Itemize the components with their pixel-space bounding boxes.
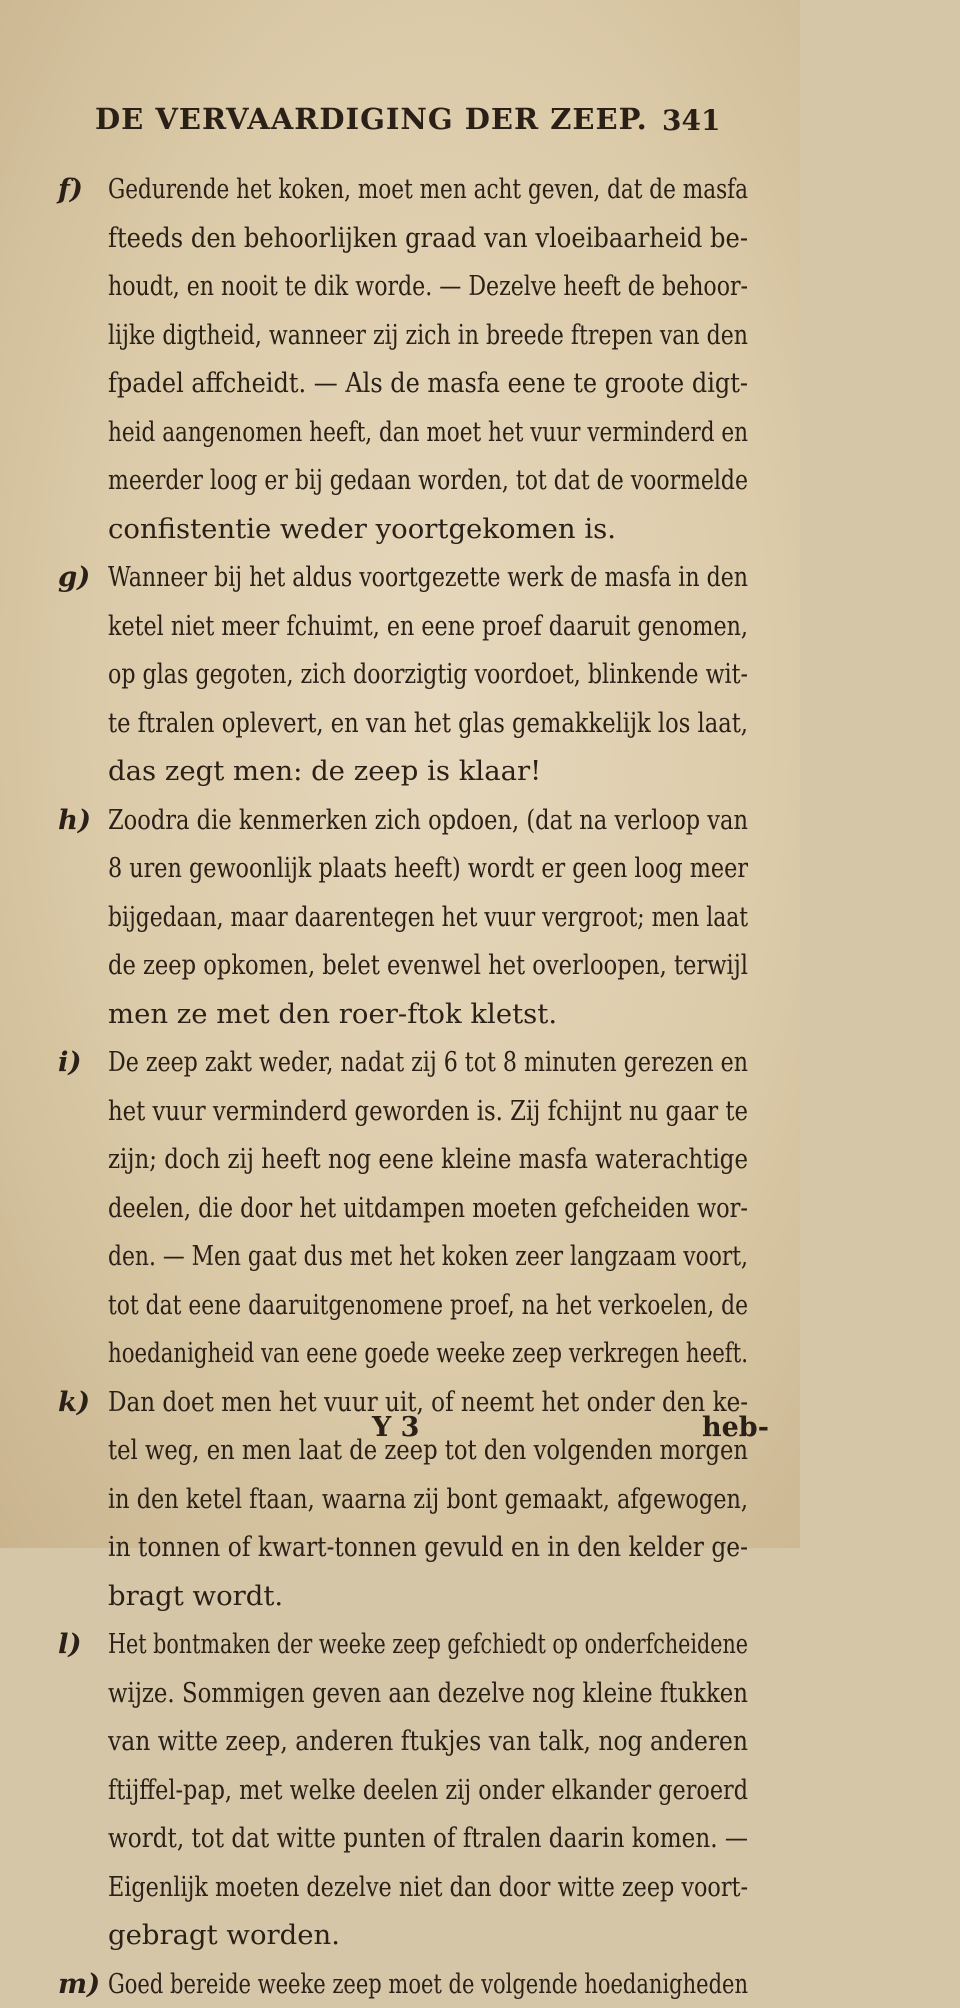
text-line: ketel niet meer fchuimt, en eene proef daaruit genomen, — [58, 602, 758, 651]
text-line: confistentie weder yoortgekomen is. — [58, 505, 758, 554]
paragraph-label: f) — [58, 165, 83, 214]
paragraph-i — [58, 1038, 758, 1378]
text-line: tel weg, en men laat de zeep tot den volgenden morgen — [58, 1426, 758, 1475]
running-title: DE VERVAARDIGING DER ZEEP. — [95, 102, 648, 136]
text-line: Eigenlijk moeten dezelve niet dan door witte zeep voort- — [58, 1863, 758, 1912]
text-line: Het bontmaken der weeke zeep gefchiedt op onderfcheidene — [58, 1620, 758, 1669]
paragraph-label: l) — [58, 1620, 81, 1669]
paragraph-h — [58, 796, 758, 1039]
text-line: wijze. Sommigen geven aan dezelve nog kleine ftukken — [58, 1669, 758, 1718]
text-line: fpadel affcheidt. — Als de masfa eene te groote digt- — [58, 359, 758, 408]
text-line: 8 uren gewoonlijk plaats heeft) wordt er geen loog meer — [58, 844, 758, 893]
text-line: op glas gegoten, zich doorzigtig voordoet, blinkende wit- — [58, 650, 758, 699]
text-line: bijgedaan, maar daarentegen het vuur vergroot; men laat — [58, 893, 758, 942]
text-line: bragt wordt. — [58, 1572, 758, 1621]
text-line: tot dat eene daaruitgenomene proef, na het verkoelen, de — [58, 1281, 758, 1330]
text-line: Zoodra die kenmerken zich opdoen, (dat na verloop van — [58, 796, 758, 845]
paragraph-label: i) — [58, 1038, 81, 1087]
text-line: de zeep opkomen, belet evenwel het overloopen, terwijl — [58, 941, 758, 990]
page-header — [0, 100, 800, 150]
text-line: ftijffel-pap, met welke deelen zij onder elkander geroerd — [58, 1766, 758, 1815]
text-line: De zeep zakt weder, nadat zij 6 tot 8 minuten gerezen en — [58, 1038, 758, 1087]
paragraph-g — [58, 553, 758, 796]
text-line: hoedanigheid van eene goede weeke zeep verkregen heeft. — [58, 1329, 758, 1378]
text-line: zijn; doch zij heeft nog eene kleine masfa waterachtige — [58, 1135, 758, 1184]
page-number: 341 — [662, 104, 720, 137]
text-line: Dan doet men het vuur uit, of neemt het onder den ke- — [58, 1378, 758, 1427]
text-line: lijke digtheid, wanneer zij zich in breede ftrepen van den — [58, 311, 758, 360]
text-line: fteeds den behoorlijken graad van vloeibaarheid be- — [58, 214, 758, 263]
text-line: deelen, die door het uitdampen moeten gefcheiden wor- — [58, 1184, 758, 1233]
page-body — [58, 165, 758, 2008]
paragraph-f — [58, 165, 758, 553]
paragraph-l — [58, 1620, 758, 1960]
paragraph-label: k) — [58, 1378, 90, 1427]
text-line: wordt, tot dat witte punten of ftralen daarin komen. — — [58, 1814, 758, 1863]
text-line: te ftralen oplevert, en van het glas gemakkelijk los laat, — [58, 699, 758, 748]
paragraph-label: m) — [58, 1960, 100, 2008]
text-line: heid aangenomen heeft, dan moet het vuur verminderd en — [58, 408, 758, 457]
text-line: houdt, en nooit te dik worde. — Dezelve heeft de behoor- — [58, 262, 758, 311]
text-line: in tonnen of kwart-tonnen gevuld en in den kelder ge- — [58, 1523, 758, 1572]
paragraph-m — [58, 1960, 758, 2008]
text-line: Goed bereide weeke zeep moet de volgende hoedanigheden — [58, 1960, 758, 2008]
text-line: den. — Men gaat dus met het koken zeer langzaam voort, — [58, 1232, 758, 1281]
text-line: gebragt worden. — [58, 1911, 758, 1960]
text-line: meerder loog er bij gedaan worden, tot dat de voormelde — [58, 456, 758, 505]
paragraph-label: g) — [58, 553, 90, 602]
catchword: heb- — [702, 1412, 769, 1443]
page-footer — [0, 1408, 800, 1454]
text-line: das zegt men: de zeep is klaar! — [58, 747, 758, 796]
paragraph-label: h) — [58, 796, 91, 845]
signature-mark: Y 3 — [372, 1412, 419, 1443]
text-line: men ze met den roer-ftok kletst. — [58, 990, 758, 1039]
text-line: in den ketel ftaan, waarna zij bont gemaakt, afgewogen, — [58, 1475, 758, 1524]
text-line: het vuur verminderd geworden is. Zij fchijnt nu gaar te — [58, 1087, 758, 1136]
text-line: Gedurende het koken, moet men acht geven, dat de masfa — [58, 165, 758, 214]
text-line: Wanneer bij het aldus voortgezette werk de masfa in den — [58, 553, 758, 602]
text-line: van witte zeep, anderen ftukjes van talk, nog anderen — [58, 1717, 758, 1766]
